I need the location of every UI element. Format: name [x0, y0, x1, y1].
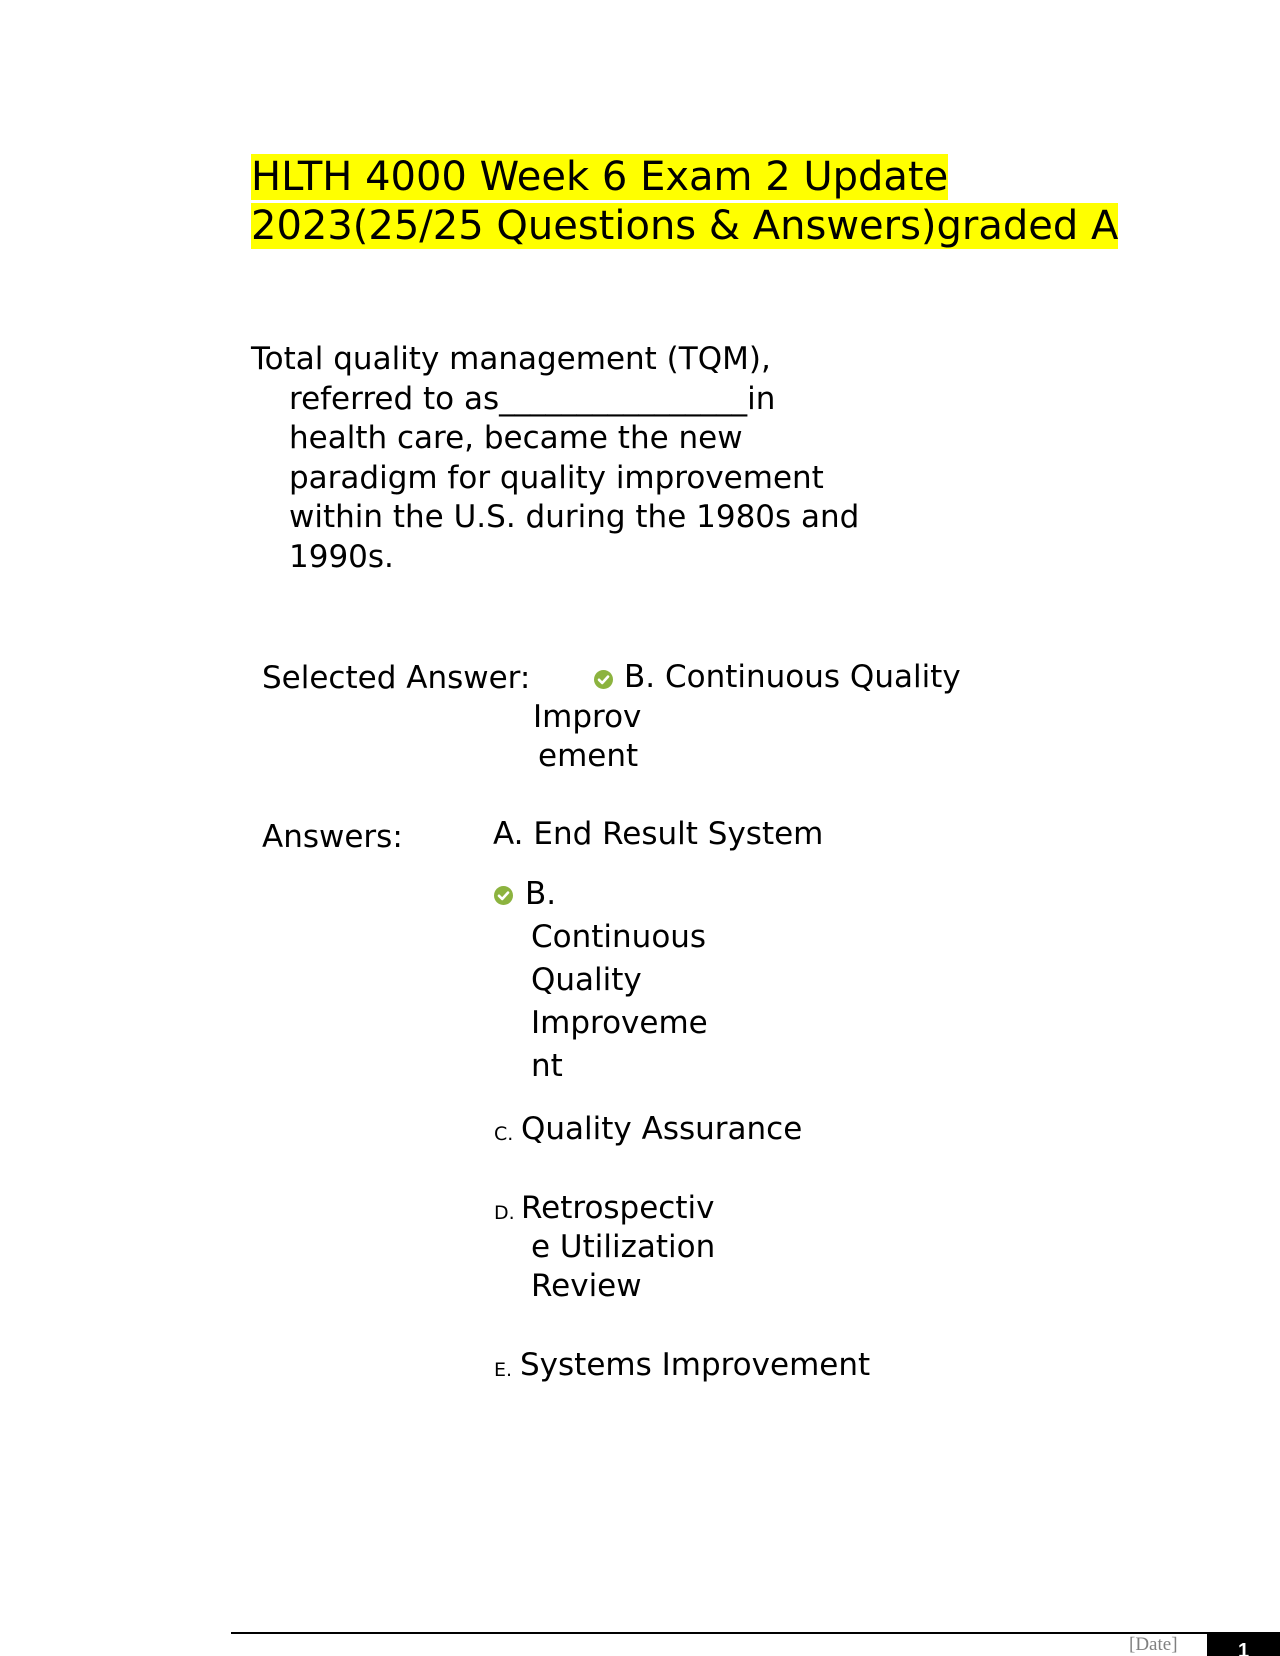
answer-option-b-line-2: Quality [531, 962, 642, 998]
check-circle-icon [494, 886, 513, 905]
answer-option-b-letter: B. [525, 876, 557, 912]
answer-option-c: Quality Assurance [521, 1111, 803, 1147]
question-line-4: paradigm for quality improvement [289, 459, 824, 496]
question-line-6: 1990s. [289, 538, 394, 575]
answer-option-e: Systems Improvement [520, 1347, 871, 1383]
answer-option-c-letter: C. [494, 1123, 514, 1145]
check-circle-icon [594, 670, 613, 689]
answer-option-e-letter: E. [494, 1359, 513, 1381]
title-line-1: HLTH 4000 Week 6 Exam 2 Update [251, 154, 949, 200]
title-line-2: 2023(25/25 Questions & Answers)graded A [251, 203, 1119, 249]
footer-rule [231, 1632, 1280, 1634]
answer-option-d-line-1: Retrospectiv [521, 1190, 715, 1226]
selected-answer-label: Selected Answer: [262, 660, 531, 696]
answer-option-b-line-3: Improveme [531, 1005, 708, 1041]
answer-option-d-line-2: e Utilization [531, 1229, 716, 1265]
answers-label: Answers: [262, 819, 403, 855]
footer-date: [Date] [1129, 1634, 1178, 1655]
answer-option-d-letter: D. [494, 1202, 515, 1224]
question-line-3: health care, became the new [289, 420, 743, 456]
question-line-5: within the U.S. during the 1980s and [289, 499, 860, 535]
answer-option-b-line-1: Continuous [531, 919, 707, 955]
question-line-1: Total quality management (TQM), [251, 341, 771, 377]
page-number: 1 [1207, 1634, 1280, 1656]
selected-answer-line-1: B. Continuous Quality [624, 659, 961, 695]
answer-option-b-line-4: nt [531, 1048, 563, 1084]
selected-answer-line-2: Improv [533, 699, 642, 735]
question-line-2: referred to as________________in [289, 380, 776, 417]
answer-option-a: A. End Result System [493, 816, 824, 852]
question-text [251, 340, 971, 577]
document-title [251, 153, 1211, 251]
answer-option-d-line-3: Review [531, 1268, 642, 1304]
selected-answer-line-3: ement [538, 738, 639, 774]
